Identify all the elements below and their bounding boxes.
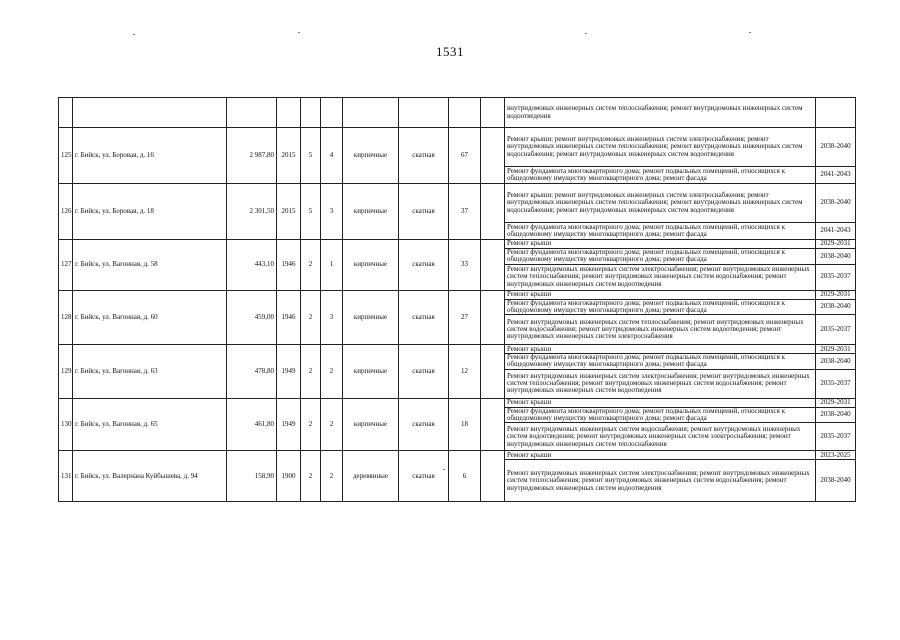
cell-address: г. Бийск, ул. Боровая, д. 16 xyxy=(73,128,227,184)
cell-area: 443,10 xyxy=(227,240,277,291)
table-row xyxy=(59,398,856,407)
cell-floors: 5 xyxy=(301,184,321,240)
cell-roof-type: скатная xyxy=(399,290,449,345)
cell-entrances: 2 xyxy=(321,345,343,399)
cell-empty xyxy=(481,290,505,345)
cell-work-type: Ремонт внутридомовых инженерных систем электроснабжения; ремонт внутридомовых инженерных систем теплоснабжения; ремонт внутридомовых инженерных систем водоснабжения; ремонт внутридомовых инженерных систем водоотведения xyxy=(505,264,816,290)
cell-empty xyxy=(481,240,505,291)
cell-empty xyxy=(73,98,227,128)
cell-empty xyxy=(481,451,505,502)
cell-residents: 12 xyxy=(449,345,481,399)
cell-empty xyxy=(277,98,301,128)
cell-work-type: Ремонт крыши xyxy=(505,398,816,407)
cell-area: 459,00 xyxy=(227,290,277,345)
cell-work-continuation: внутридомовых инженерных систем теплоснабжения; ремонт внутридомовых инженерных систем водоотведения xyxy=(505,98,816,128)
cell-work-type: Ремонт крыши xyxy=(505,240,816,249)
cell-residents: 6 xyxy=(449,451,481,502)
cell-year: 1946 xyxy=(277,290,301,345)
cell-floors: 2 xyxy=(301,451,321,502)
cell-empty xyxy=(481,345,505,399)
cell-empty xyxy=(481,184,505,240)
cell-row-number: 129 xyxy=(59,345,73,399)
cell-year: 1900 xyxy=(277,451,301,502)
cell-entrances: 2 xyxy=(321,398,343,451)
cell-wall-material: кирпичные xyxy=(343,290,399,345)
cell-repair-period: 2035-2037 xyxy=(816,315,856,345)
table-row xyxy=(59,290,856,299)
cell-area: 2 987,80 xyxy=(227,128,277,184)
cell-repair-period: 2029-2031 xyxy=(816,240,856,249)
cell-work-type: Ремонт фундамента многоквартирного дома; ремонт подвальных помещений, относящихся к общедомовому имуществу многоквартирного дома; ремонт фасада xyxy=(505,299,816,315)
cell-empty xyxy=(481,128,505,184)
cell-row-number: 127 xyxy=(59,240,73,291)
cell-roof-type: скатная xyxy=(399,184,449,240)
cell-empty xyxy=(301,98,321,128)
cell-work-type: Ремонт фундамента многоквартирного дома; ремонт подвальных помещений, относящихся к общедомовому имуществу многоквартирного дома; ремонт фасада xyxy=(505,167,816,184)
cell-empty xyxy=(399,98,449,128)
cell-repair-period: 2029-2031 xyxy=(816,398,856,407)
cell-year: 1946 xyxy=(277,240,301,291)
cell-area: 158,90 xyxy=(227,451,277,502)
cell-empty xyxy=(481,98,505,128)
scan-speck xyxy=(749,32,751,33)
cell-empty xyxy=(59,98,73,128)
cell-area: 2 301,50 xyxy=(227,184,277,240)
continuation-row xyxy=(59,98,856,128)
cell-floors: 2 xyxy=(301,345,321,399)
cell-floors: 2 xyxy=(301,398,321,451)
scan-speck xyxy=(298,32,300,33)
cell-row-number: 128 xyxy=(59,290,73,345)
cell-repair-period: 2038-2040 xyxy=(816,299,856,315)
cell-repair-period: 2023-2025 xyxy=(816,451,856,460)
cell-repair-period: 2035-2037 xyxy=(816,264,856,290)
cell-entrances: 1 xyxy=(321,240,343,291)
cell-period-continuation xyxy=(816,98,856,128)
cell-work-type: Ремонт внутридомовых инженерных систем электроснабжения; ремонт внутридомовых инженерных систем теплоснабжения; ремонт внутридомовых инженерных систем водоснабжения; ремонт внутридомовых инженерных систем водоотведения xyxy=(505,369,816,398)
cell-repair-period: 2041-2043 xyxy=(816,167,856,184)
cell-row-number: 125 xyxy=(59,128,73,184)
cell-repair-period: 2038-2040 xyxy=(816,128,856,167)
cell-repair-period: 2038-2040 xyxy=(816,249,856,265)
cell-work-type: Ремонт фундамента многоквартирного дома; ремонт подвальных помещений, относящихся к общедомовому имуществу многоквартирного дома; ремонт фасада xyxy=(505,354,816,370)
cell-empty xyxy=(449,98,481,128)
cell-entrances: 2 xyxy=(321,451,343,502)
table-row xyxy=(59,451,856,460)
cell-roof-type: скатная xyxy=(399,451,449,502)
cell-residents: 67 xyxy=(449,128,481,184)
table-body xyxy=(59,98,856,502)
cell-wall-material: кирпичные xyxy=(343,398,399,451)
scan-speck xyxy=(133,34,135,35)
capital-repair-table xyxy=(58,97,856,502)
cell-repair-period: 2038-2040 xyxy=(816,460,856,502)
cell-row-number: 131 xyxy=(59,451,73,502)
cell-address: г. Бийск, ул. Вагонная, д. 63 xyxy=(73,345,227,399)
cell-floors: 2 xyxy=(301,290,321,345)
cell-work-type: Ремонт внутридомовых инженерных систем электроснабжения; ремонт внутридомовых инженерных систем теплоснабжения; ремонт внутридомовых инженерных систем водоснабжения; ремонт внутридомовых инженерных систем водоотведения xyxy=(505,460,816,502)
table-row xyxy=(59,128,856,167)
cell-wall-material: кирпичные xyxy=(343,128,399,184)
cell-work-type: Ремонт фундамента многоквартирного дома; ремонт подвальных помещений, относящихся к общедомовому имуществу многоквартирного дома; ремонт фасада xyxy=(505,223,816,240)
cell-repair-period: 2038-2040 xyxy=(816,184,856,223)
cell-repair-period: 2035-2037 xyxy=(816,423,856,451)
cell-work-type: Ремонт крыши xyxy=(505,451,816,460)
cell-year: 1949 xyxy=(277,345,301,399)
cell-empty xyxy=(481,398,505,451)
cell-residents: 33 xyxy=(449,240,481,291)
cell-wall-material: кирпичные xyxy=(343,240,399,291)
cell-repair-period: 2038-2040 xyxy=(816,354,856,370)
table-row xyxy=(59,345,856,354)
cell-address: г. Бийск, ул. Боровая, д. 18 xyxy=(73,184,227,240)
cell-work-type: Ремонт фундамента многоквартирного дома; ремонт подвальных помещений, относящихся к общедомовому имуществу многоквартирного дома; ремонт фасада xyxy=(505,249,816,265)
cell-empty xyxy=(227,98,277,128)
cell-entrances: 4 xyxy=(321,128,343,184)
cell-area: 478,80 xyxy=(227,345,277,399)
cell-empty xyxy=(343,98,399,128)
cell-repair-period: 2029-2031 xyxy=(816,290,856,299)
cell-work-type: Ремонт внутридомовых инженерных систем водоснабжения; ремонт внутридомовых инженерных систем водоотведения; ремонт внутридомовых инженерных систем электроснабжения; ремонт внутридомовых инженерных систем теплоснабжения xyxy=(505,423,816,451)
page-number: 1531 xyxy=(436,44,464,59)
cell-work-type: Ремонт крыши xyxy=(505,345,816,354)
cell-residents: 27 xyxy=(449,290,481,345)
cell-repair-period: 2035-2037 xyxy=(816,369,856,398)
cell-entrances: 3 xyxy=(321,184,343,240)
cell-floors: 5 xyxy=(301,128,321,184)
table-row xyxy=(59,184,856,223)
cell-repair-period: 2038-2040 xyxy=(816,407,856,423)
scan-speck xyxy=(585,33,587,34)
cell-residents: 18 xyxy=(449,398,481,451)
cell-address: г. Бийск, ул. Вагонная, д. 58 xyxy=(73,240,227,291)
cell-work-type: Ремонт фундамента многоквартирного дома; ремонт подвальных помещений, относящихся к общедомовому имуществу многоквартирного дома; ремонт фасада xyxy=(505,407,816,423)
cell-year: 1949 xyxy=(277,398,301,451)
cell-floors: 2 xyxy=(301,240,321,291)
cell-entrances: 3 xyxy=(321,290,343,345)
cell-address: г. Бийск, ул. Валериана Куйбышева, д. 94 xyxy=(73,451,227,502)
cell-roof-type: скатная xyxy=(399,398,449,451)
cell-empty xyxy=(321,98,343,128)
table-row xyxy=(59,240,856,249)
cell-wall-material: кирпичные xyxy=(343,184,399,240)
cell-wall-material: кирпичные xyxy=(343,345,399,399)
cell-work-type: Ремонт крыши; ремонт внутридомовых инженерных систем электроснабжения; ремонт внутридомовых инженерных систем теплоснабжения; ремонт внутридомовых инженерных систем водоснабжения; ремонт внутридомовых инженерных систем водоотведения xyxy=(505,128,816,167)
cell-year: 2015 xyxy=(277,184,301,240)
cell-residents: 37 xyxy=(449,184,481,240)
cell-row-number: 130 xyxy=(59,398,73,451)
cell-repair-period: 2029-2031 xyxy=(816,345,856,354)
cell-wall-material: деревянные xyxy=(343,451,399,502)
cell-year: 2015 xyxy=(277,128,301,184)
cell-roof-type: скатная xyxy=(399,345,449,399)
cell-area: 461,80 xyxy=(227,398,277,451)
cell-roof-type: скатная xyxy=(399,240,449,291)
cell-address: г. Бийск, ул. Вагонная, д. 60 xyxy=(73,290,227,345)
cell-address: г. Бийск, ул. Вагонная, д. 65 xyxy=(73,398,227,451)
cell-roof-type: скатная xyxy=(399,128,449,184)
cell-work-type: Ремонт крыши; ремонт внутридомовых инженерных систем электроснабжения; ремонт внутридомовых инженерных систем теплоснабжения; ремонт внутридомовых инженерных систем водоснабжения; ремонт внутридомовых инженерных систем водоотведения xyxy=(505,184,816,223)
cell-row-number: 126 xyxy=(59,184,73,240)
cell-work-type: Ремонт внутридомовых инженерных систем теплоснабжения; ремонт внутридомовых инженерных систем водоснабжения; ремонт внутридомовых инженерных систем водоотведения; ремонт внутридомовых инженерных систем электроснабжения xyxy=(505,315,816,345)
cell-work-type: Ремонт крыши xyxy=(505,290,816,299)
cell-repair-period: 2041-2043 xyxy=(816,223,856,240)
